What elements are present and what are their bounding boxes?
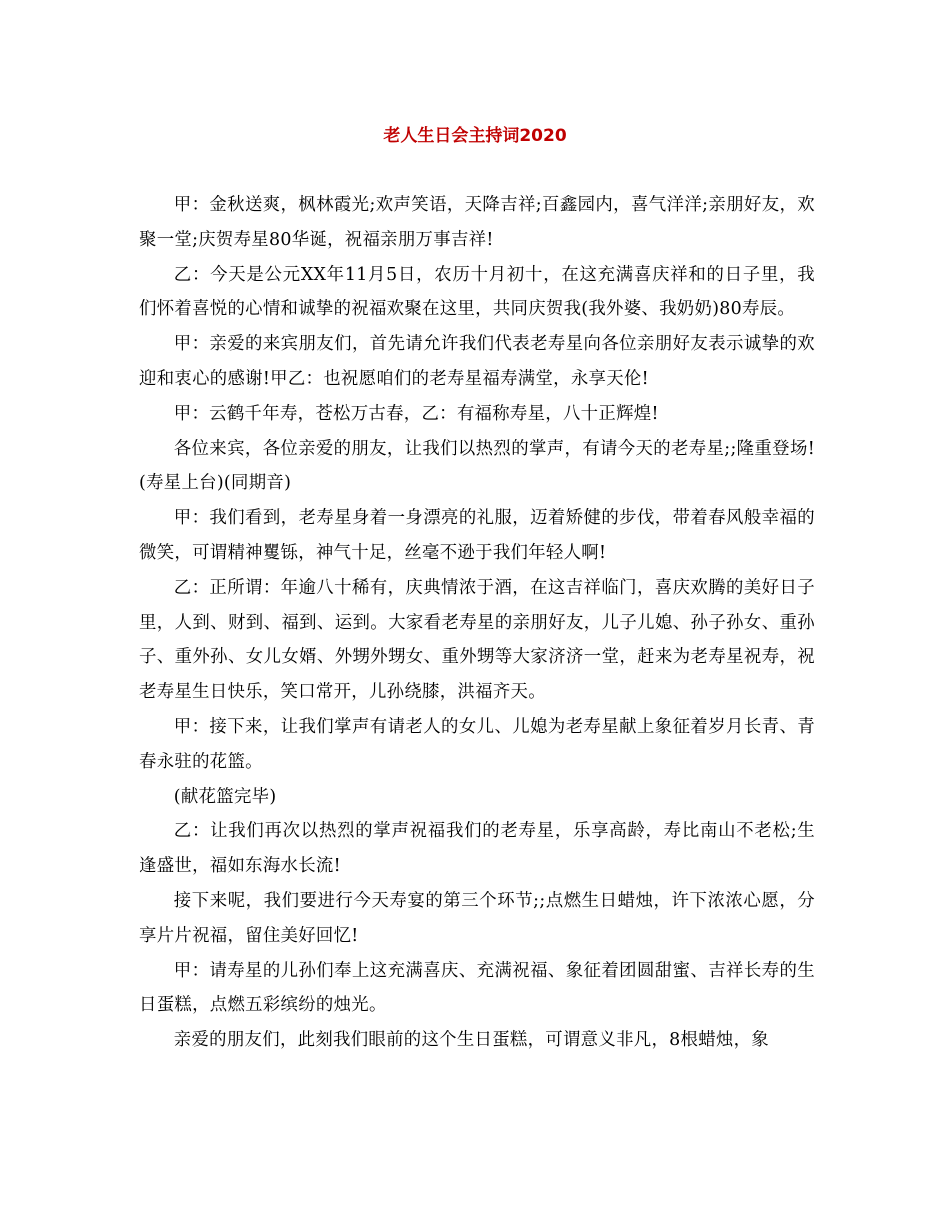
paragraph: 乙：今天是公元XX年11月5日，农历十月初十，在这充满喜庆祥和的日子里，我们怀着喜悦的心情和诚挚的祝福欢聚在这里，共同庆贺我(我外婆、我奶奶)80寿辰。	[139, 264, 815, 320]
paragraph: 乙：让我们再次以热烈的掌声祝福我们的老寿星，乐享高龄，寿比南山不老松;生逢盛世，福如东海水长流!	[139, 821, 815, 877]
paragraph: 甲：我们看到，老寿星身着一身漂亮的礼服，迈着矫健的步伐，带着春风般幸福的微笑，可谓精神矍铄，神气十足，丝毫不逊于我们年轻人啊!	[139, 508, 815, 563]
paragraph: 甲：接下来，让我们掌声有请老人的女儿、儿媳为老寿星献上象征着岁月长青、青春永驻的花篮。	[139, 716, 815, 772]
document-body	[139, 188, 815, 1058]
paragraph: 接下来呢，我们要进行今天寿宴的第三个环节;;点燃生日蜡烛，许下浓浓心愿，分享片片祝福，留住美好回忆!	[139, 890, 815, 946]
paragraph: 甲：金秋送爽，枫林霞光;欢声笑语，天降吉祥;百鑫园内，喜气洋洋;亲朋好友，欢聚一堂;庆贺寿星80华诞，祝福亲朋万事吉祥!	[139, 195, 815, 250]
paragraph: 甲：请寿星的儿孙们奉上这充满喜庆、充满祝福、象征着团圆甜蜜、吉祥长寿的生日蛋糕，点燃五彩缤纷的烛光。	[139, 960, 815, 1016]
paragraph: 各位来宾，各位亲爱的朋友，让我们以热烈的掌声，有请今天的老寿星;;隆重登场!(寿星上台)(同期音)	[139, 438, 815, 494]
document-title: 老人生日会主持词2020	[383, 126, 567, 146]
paragraph: (献花篮完毕)	[173, 786, 277, 807]
paragraph: 甲：亲爱的来宾朋友们，首先请允许我们代表老寿星向各位亲朋好友表示诚挚的欢迎和衷心的感谢!甲乙：也祝愿咱们的老寿星福寿满堂，永享天伦!	[139, 334, 815, 389]
paragraph: 亲爱的朋友们，此刻我们眼前的这个生日蛋糕，可谓意义非凡，8根蜡烛，象	[173, 1030, 769, 1051]
paragraph: 甲：云鹤千年寿，苍松万古春，乙：有福称寿星，八十正辉煌!	[173, 403, 659, 424]
paragraph: 乙：正所谓：年逾八十稀有，庆典情浓于酒，在这吉祥临门，喜庆欢腾的美好日子里，人到、财到、福到、运到。大家看老寿星的亲朋好友，儿子儿媳、孙子孙女、重孙子、重外孙、女儿女婿、外甥外甥女、重外甥等大家济济一堂，赶来为老寿星祝寿，祝老寿星生日快乐，笑口常开，儿孙绕膝，洪福齐天。	[139, 577, 815, 703]
